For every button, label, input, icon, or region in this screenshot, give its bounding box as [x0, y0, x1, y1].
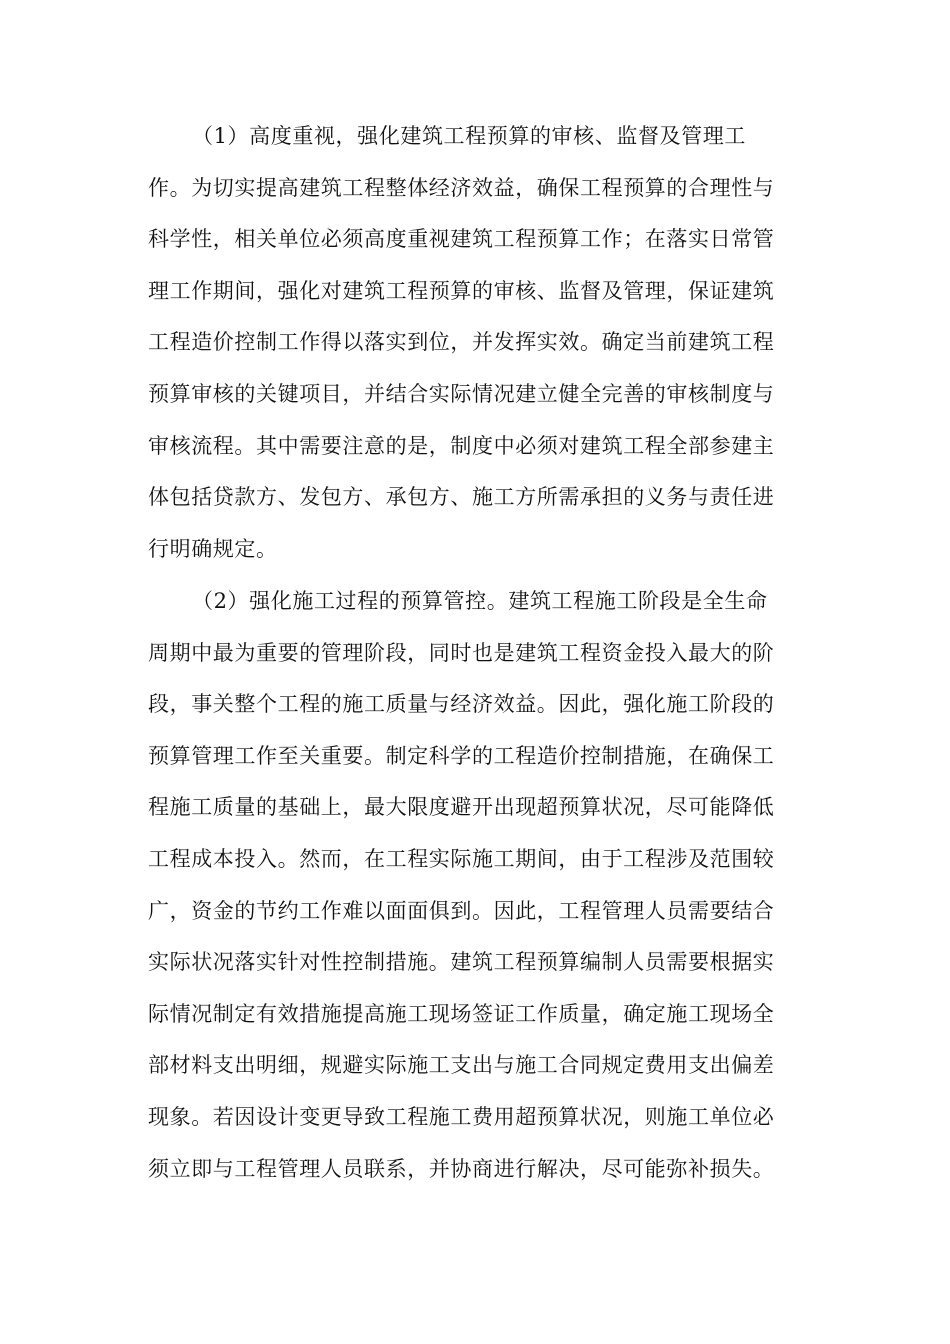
paragraph-line: 现象。若因设计变更导致工程施工费用超预算状况，则施工单位必: [148, 1104, 775, 1129]
paragraph-line: 体包括贷款方、发包方、承包方、施工方所需承担的义务与责任进: [148, 485, 775, 510]
paragraph-line: 理工作期间，强化对建筑工程预算的审核、监督及管理，保证建筑: [148, 278, 775, 303]
paragraph-line: 广，资金的节约工作难以面面俱到。因此，工程管理人员需要结合: [148, 898, 775, 923]
paragraph-line: 行明确规定。: [148, 536, 278, 561]
paragraph-line: （1）高度重视，强化建筑工程预算的审核、监督及管理工: [192, 124, 746, 148]
paragraph-2: [148, 576, 808, 1195]
paragraph-line: 预算管理工作至关重要。制定科学的工程造价控制措施，在确保工: [148, 743, 775, 768]
paragraph-line: 审核流程。其中需要注意的是，制度中必须对建筑工程全部参建主: [148, 433, 775, 458]
paragraph-line: 际情况制定有效措施提高施工现场签证工作质量，确定施工现场全: [148, 1001, 775, 1026]
paragraph-line: 科学性，相关单位必须高度重视建筑工程预算工作；在落实日常管: [148, 227, 775, 252]
paragraph-line: 工程成本投入。然而，在工程实际施工期间，由于工程涉及范围较: [148, 846, 775, 871]
paragraph-line: 预算审核的关键项目，并结合实际情况建立健全完善的审核制度与: [148, 381, 775, 406]
paragraph-line: 须立即与工程管理人员联系，并协商进行解决，尽可能弥补损失。: [148, 1156, 775, 1181]
paragraph-line: 作。为切实提高建筑工程整体经济效益，确保工程预算的合理性与: [148, 175, 775, 200]
paragraph-1: [148, 111, 808, 575]
paragraph-line: 部材料支出明细，规避实际施工支出与施工合同规定费用支出偏差: [148, 1053, 775, 1078]
paragraph-line: 段，事关整个工程的施工质量与经济效益。因此，强化施工阶段的: [148, 692, 775, 717]
paragraph-line: 工程造价控制工作得以落实到位，并发挥实效。确定当前建筑工程: [148, 330, 775, 355]
paragraph-line: （2）强化施工过程的预算管控。建筑工程施工阶段是全生命: [192, 589, 768, 613]
paragraph-line: 周期中最为重要的管理阶段，同时也是建筑工程资金投入最大的阶: [148, 640, 775, 665]
paragraph-line: 程施工质量的基础上，最大限度避开出现超预算状况，尽可能降低: [148, 795, 775, 820]
paragraph-line: 实际状况落实针对性控制措施。建筑工程预算编制人员需要根据实: [148, 950, 775, 975]
